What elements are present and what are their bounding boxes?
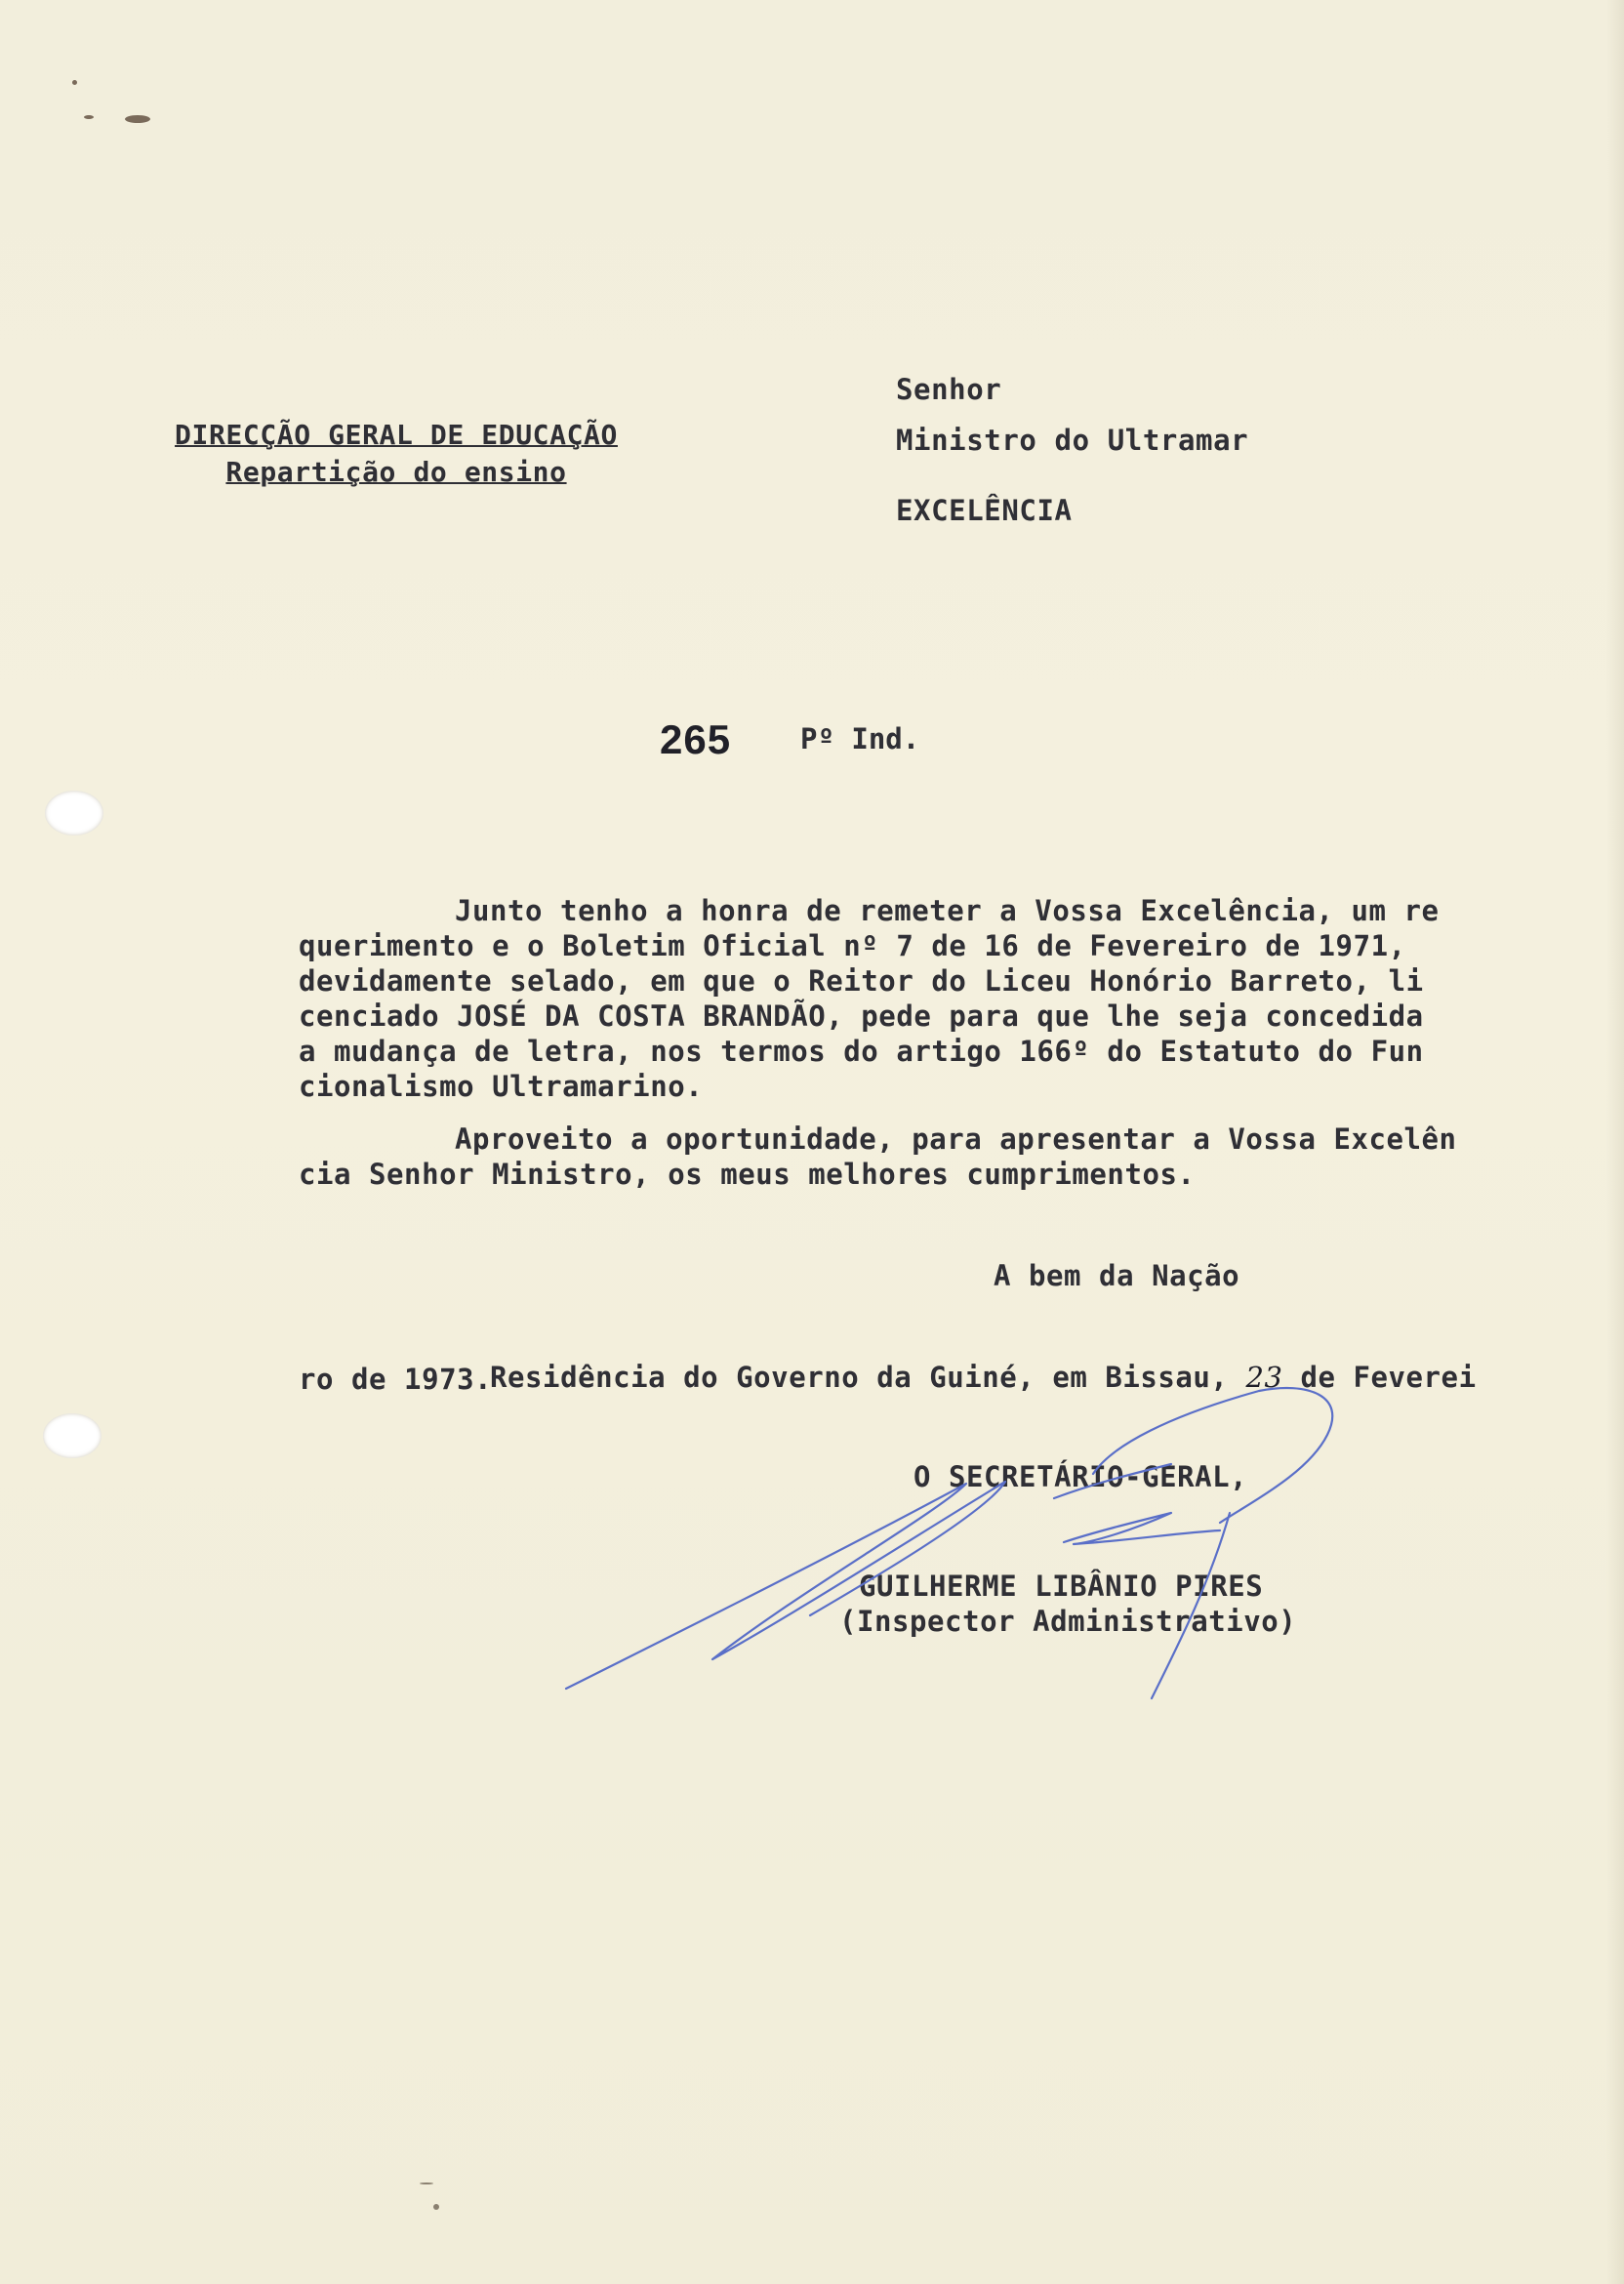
body-line: querimento e o Boletim Oficial nº 7 de 16 de Fevereiro de 1971,: [299, 929, 1406, 962]
place-date-line-2: ro de 1973.: [299, 1363, 493, 1396]
handwritten-day: 23: [1245, 1361, 1283, 1394]
letterhead: [142, 418, 650, 490]
addressee-title: Ministro do Ultramar: [896, 424, 1249, 457]
place-date-suffix: de Feverei: [1282, 1361, 1477, 1394]
punch-hole-bottom: [43, 1413, 102, 1458]
paper-speck: [420, 2182, 433, 2184]
signatory-title: O SECRETÁRIO-GERAL,: [914, 1460, 1248, 1493]
addressee-salutation: Senhor: [896, 373, 1002, 406]
reference-number: 265: [660, 716, 732, 762]
department-name: DIRECÇÃO GERAL DE EDUCAÇÃO: [175, 419, 618, 451]
handwritten-signature: [547, 1366, 1425, 1718]
section-name: Repartição do ensino: [225, 456, 567, 488]
paper-speck: [72, 80, 77, 85]
paper-speck: [433, 2204, 439, 2210]
addressee-honorific: EXCELÊNCIA: [896, 494, 1073, 527]
paper-speck: [125, 115, 150, 123]
signatory-name: GUILHERME LIBÂNIO PIRES: [859, 1570, 1264, 1603]
body-line: Aproveito a oportunidade, para apresentar a Vossa Excelên: [455, 1122, 1457, 1156]
body-line: a mudança de letra, nos termos do artigo 166º do Estatuto do Fun: [299, 1035, 1424, 1068]
paper-speck: [84, 115, 94, 119]
body-line: cia Senhor Ministro, os meus melhores cumprimentos.: [299, 1158, 1196, 1191]
body-line: Junto tenho a honra de remeter a Vossa Excelência, um re: [455, 894, 1440, 927]
body-line: cionalismo Ultramarino.: [299, 1070, 704, 1103]
punch-hole-top: [45, 791, 103, 836]
reference-suffix: Pº Ind.: [800, 722, 920, 755]
place-date-prefix: Residência do Governo da Guiné, em Bissau,: [490, 1361, 1246, 1394]
signatory-role: (Inspector Administrativo): [839, 1605, 1297, 1638]
body-line: cenciado JOSÉ DA COSTA BRANDÃO, pede para que lhe seja concedida: [299, 999, 1424, 1033]
closing-salutation: A bem da Nação: [994, 1259, 1240, 1292]
page-edge-shadow: [1606, 0, 1624, 2284]
body-line: devidamente selado, em que o Reitor do Liceu Honório Barreto, li: [299, 964, 1424, 998]
